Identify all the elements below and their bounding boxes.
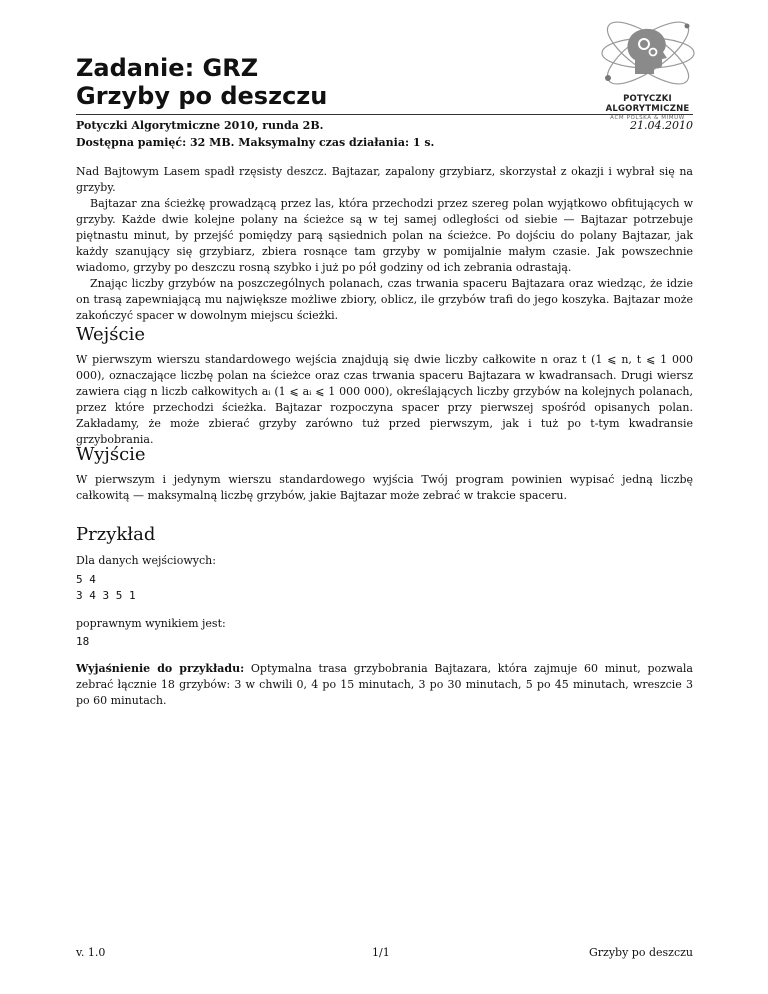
- input-heading: Wejście: [76, 324, 145, 345]
- example-input-label: [76, 553, 693, 569]
- contest-info: [76, 118, 693, 134]
- example-output-label-text: poprawnym wynikiem jest:: [76, 617, 226, 630]
- example-input-line-1: 5 4: [76, 573, 96, 586]
- problem-code-title: Zadanie: GRZ: [76, 54, 259, 82]
- input-description: [76, 352, 693, 448]
- output-heading: Wyjście: [76, 444, 146, 465]
- explanation-text: Optymalna trasa grzybobrania Bajtazara, która zajmuje 60 minut, pozwala zebrać łącznie 18 grzybów: 3 w chwili 0, 4 po 15 minutach, 3 po 30 minutach, 5 po 45 minutach, wreszcie 3 po 60 minutach.: [76, 662, 693, 707]
- intro-paragraph-3: Znając liczby grzybów na poszczególnych polanach, czas trwania spaceru Bajtazara oraz wiedząc, że idzie on trasą zapewniającą mu największe możliwe zbiory, oblicz, ile grzybów trafi do jego koszyka. Bajtazar może zakończyć spacer w dowolnym miejscu ścieżki.: [76, 277, 693, 322]
- contest-date: 21.04.2010: [630, 119, 693, 132]
- example-heading: Przykład: [76, 524, 156, 545]
- output-description: [76, 472, 693, 504]
- example-input-label-text: Dla danych wejściowych:: [76, 554, 216, 567]
- title-block: [76, 54, 327, 110]
- limits-info: [76, 135, 693, 151]
- footer-page-number: 1/1: [372, 946, 390, 959]
- footer-problem-name: Grzyby po deszczu: [588, 946, 693, 959]
- limits-text: Dostępna pamięć: 32 MB. Maksymalny czas działania: 1 s.: [76, 136, 435, 149]
- logo-caption: [590, 94, 705, 121]
- logo-subtitle: ACM POLSKA & MIMUW: [610, 115, 685, 121]
- problem-name-title: Grzyby po deszczu: [76, 82, 328, 110]
- header-rule: [76, 114, 693, 115]
- example-explanation: [76, 661, 693, 709]
- intro-text: [76, 164, 693, 324]
- footer-version: v. 1.0: [76, 946, 106, 959]
- intro-paragraph-2: Bajtazar zna ścieżkę prowadzącą przez las, która przechodzi przez szereg polan wyjątkowo obfitujących w grzyby. Każde dwie kolejne polany na ścieżce są w tej samej odległości od siebie — Bajtazar potrzebuje piętnastu minut, by przejść pomiędzy parą sąsiednich polan na ścieżce. Po dojściu do polany Bajtazar, jak każdy szanujący się grzybiarz, zbiera rosnące tam grzyby w pomijalnie małym czasie. Jak powszechnie wiadomo, grzyby po deszczu rosną szybko i już po pół godziny od ich zebrania odrastają.: [76, 197, 693, 274]
- example-output-label: [76, 616, 693, 632]
- example-output-value: 18: [76, 635, 90, 648]
- example-input-line-2: 3 4 3 5 1: [76, 589, 136, 602]
- explanation-label: Wyjaśnienie do przykładu:: [76, 662, 245, 675]
- logo-name: POTYCZKI ALGORYTMICZNE: [605, 94, 690, 114]
- input-text: W pierwszym wierszu standardowego wejścia znajdują się dwie liczby całkowite n oraz t (1 ⩽ n, t ⩽ 1 000 000), oznaczające liczbę polan na ścieżce oraz czas trwania spaceru Bajtazara w kwadransach. Drugi wiersz zawiera ciąg n liczb całkowitych aᵢ (1 ⩽ aᵢ ⩽ 1 000 000), określających liczby grzybów na kolejnych polanach, przez które przechodzi ścieżka. Bajtazar rozpoczyna spacer przy pierwszej spośród opisanych polan. Zakładamy, że może zbierać grzyby zarówno tuż przed pierwszym, jak i tuż po t-tym kwadransie grzybobrania.: [76, 353, 693, 446]
- output-text: W pierwszym i jedynym wierszu standardowego wyjścia Twój program powinien wypisać jedną liczbę całkowitą — maksymalną liczbę grzybów, jakie Bajtazar może zebrać w trakcie spaceru.: [76, 473, 693, 502]
- contest-name: Potyczki Algorytmiczne 2010, runda 2B.: [76, 119, 324, 132]
- intro-paragraph-1: Nad Bajtowym Lasem spadł rzęsisty deszcz. Bajtazar, zapalony grzybiarz, skorzystał z okazji i wybrał się na grzyby.: [76, 165, 693, 194]
